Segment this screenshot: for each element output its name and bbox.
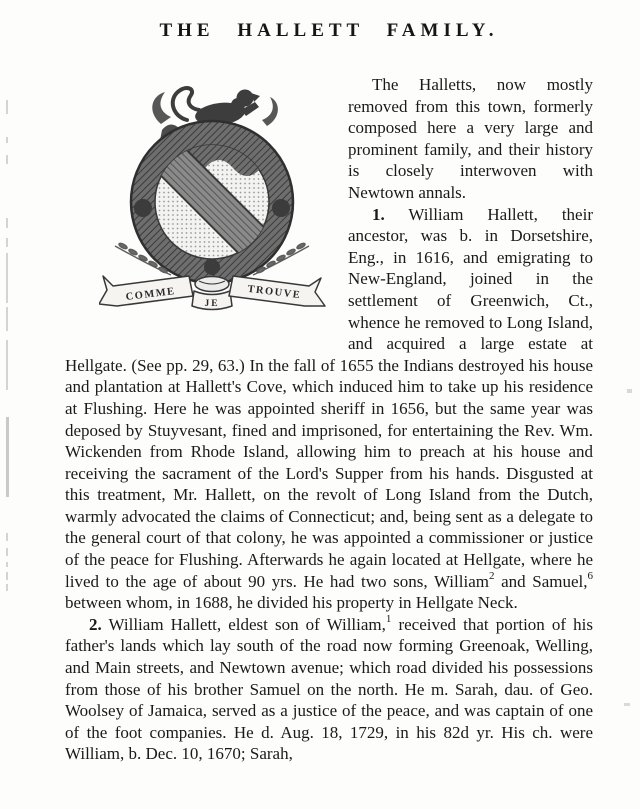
scan-artifact: [6, 562, 8, 567]
motto-word-comme: COMME: [125, 286, 177, 304]
entry-2-superscript-a: 1: [385, 613, 392, 626]
scan-artifact: [6, 548, 8, 556]
scan-artifact: [6, 238, 8, 247]
entry-2-text: William Hallett, eldest son of William,: [101, 614, 386, 634]
scan-artifact: [6, 417, 9, 497]
paragraph-entry-2: [65, 614, 593, 765]
shield: [131, 121, 293, 283]
coat-of-arms: [99, 78, 327, 328]
entry-1-text: and Samuel,: [494, 571, 588, 591]
scan-artifact: [6, 340, 8, 390]
coat-of-arms-illustration: [65, 74, 348, 334]
entry-1-superscript-a: 2: [488, 570, 495, 582]
entry-1-text: William Hallett, their ancestor, was b. in Dorsetshire, Eng., in 1616, and emigrating to New-England, joined in the settlement of Greenwich, Ct., whence he removed to Long Island, and acquired a large estate at Hellgate. (See pp. 29, 63.) In the fall of 1655 the Indians destroyed his house and plantation at Hallett's Cove, which induced him to take up his residence at Flushing. Here he was appointed sheriff in 1656, but the same year was deposed by Stuyvesant, fined and imprisoned, for entertaining the Rev. Wm. Wickenden from Rhode Island, allowing him to preach at his house and receiving the sacrament of the Lord's Supper from his hands. Disgusted at this treatment, Mr. Hallett, on the revolt of Long Island from the Dutch, warmly advocated the claims of Connecticut; and, being sent as a delegate to the general court of that colony, he was appointed a commissioner or justice of the peace for Flushing. Afterwards he again located at Hellgate, where he lived to the age of about 90 yrs. He had two sons, William: [65, 204, 593, 591]
entry-2-number: 2.: [89, 614, 102, 634]
scan-artifact: [627, 389, 632, 393]
roundel-bottom: [204, 259, 220, 275]
entry-1-text: between whom, in 1688, he divided his property in Hellgate Neck.: [65, 593, 518, 613]
scan-artifact: [6, 584, 8, 591]
scan-artifact: [6, 253, 8, 303]
scan-artifact: [6, 100, 8, 114]
motto-word-je: JE: [204, 299, 220, 309]
page-body: [65, 74, 593, 765]
motto-word-trouve: TROUVE: [246, 283, 302, 302]
scan-artifact: [6, 155, 8, 164]
scan-artifact: [6, 533, 8, 541]
scan-artifact: [6, 218, 8, 228]
entry-1-superscript-b: 6: [587, 570, 593, 582]
scan-artifact: [624, 703, 630, 706]
scan-artifact: [6, 307, 8, 331]
entry-2-text: received that portion of his father's lands which lay south of the road now forming Greenoak, Welling, and Main streets, and Newtown avenue; which road divided his possessions from those of his brother Samuel on the north. He m. Sarah, dau. of Geo. Woolsey of Jamaica, served as a justice of the peace, and was captain of one of the foot companies. He d. Aug. 18, 1729, in his 82d yr. His ch. were William, b. Dec. 10, 1670; Sarah,: [65, 614, 593, 764]
roundel-left: [134, 199, 152, 217]
entry-1-number: 1.: [372, 204, 385, 224]
roundel-right: [272, 199, 290, 217]
paragraph-intro: The Halletts, now mostly removed from this town, formerly composed here a very large and prominent family, and their history is closely interwoven with Newtown annals.: [348, 75, 593, 202]
scan-artifact: [6, 137, 8, 143]
page-title: THE HALLETT FAMILY.: [159, 20, 499, 41]
scan-artifact: [6, 572, 8, 580]
